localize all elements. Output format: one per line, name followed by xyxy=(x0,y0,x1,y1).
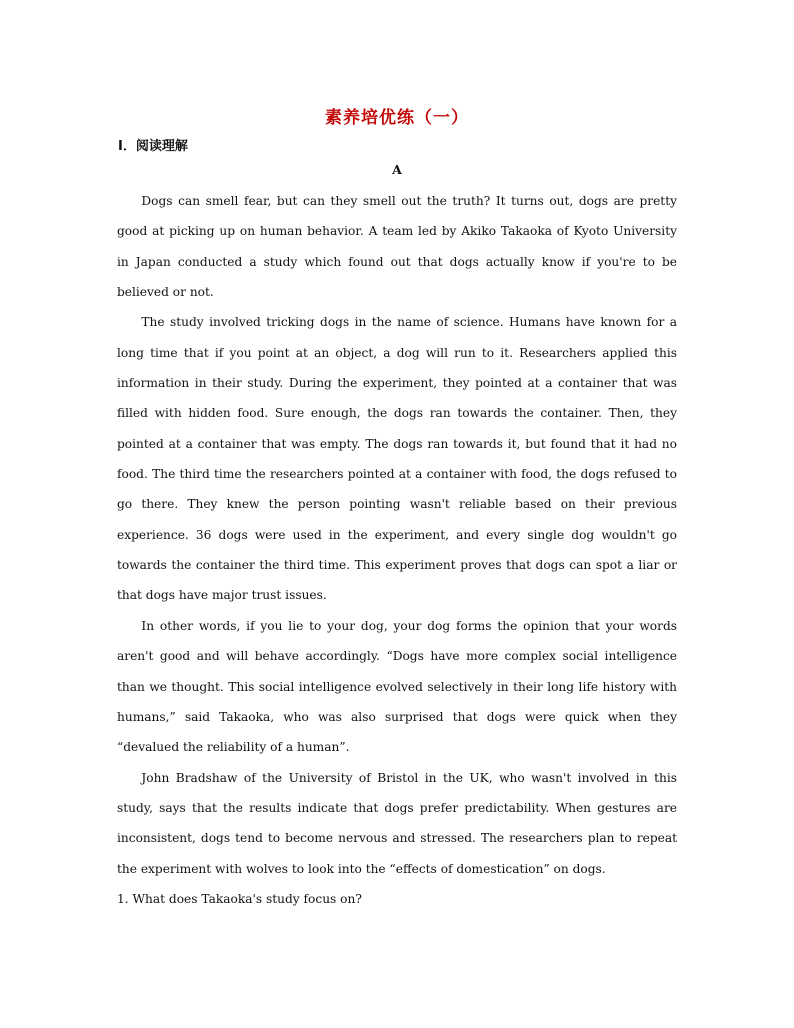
paragraph-3: In other words, if you lie to your dog, your dog forms the opinion that your words aren't good and will behave accordingly. “Dogs have more complex social intelligence than we thought. This social intelligence evolved selectively in their long life history with humans,” said Takaoka, who was also surprised that dogs were quick when they “devalued the reliability of a human”. xyxy=(117,618,677,755)
passage-body xyxy=(117,186,677,914)
paragraph-2: The study involved tricking dogs in the name of science. Humans have known for a long time that if you point at an object, a dog will run to it. Researchers applied this information in their study. During the experiment, they pointed at a container that was filled with hidden food. Sure enough, the dogs ran towards the container. Then, they pointed at a container that was empty. The dogs ran towards it, but found that it had no food. The third time the researchers pointed at a container with food, the dogs refused to go there. They knew the person pointing wasn't reliable based on their previous experience. 36 dogs were used in the experiment, and every single dog wouldn't go towards the container the third time. This experiment proves that dogs can spot a liar or that dogs have major trust issues. xyxy=(117,315,677,603)
paragraph-1: Dogs can smell fear, but can they smell out the truth? It turns out, dogs are pretty good at picking up on human behavior. A team led by Akiko Takaoka of Kyoto University in Japan conducted a study which found out that dogs actually know if you're to be believed or not. xyxy=(117,194,677,300)
passage-label: A xyxy=(392,162,402,177)
question-1: 1. What does Takaoka's study focus on? xyxy=(117,891,362,906)
section-heading: Ⅰ．阅读理解 xyxy=(118,139,188,154)
page-title: 素养培优练（一） xyxy=(325,108,469,128)
paragraph-4: John Bradshaw of the University of Bristol in the UK, who wasn't involved in this study, says that the results indicate that dogs prefer predictability. When gestures are inconsistent, dogs tend to become nervous and stressed. The researchers plan to repeat the experiment with wolves to look into the “effects of domestication” on dogs. xyxy=(117,770,677,876)
